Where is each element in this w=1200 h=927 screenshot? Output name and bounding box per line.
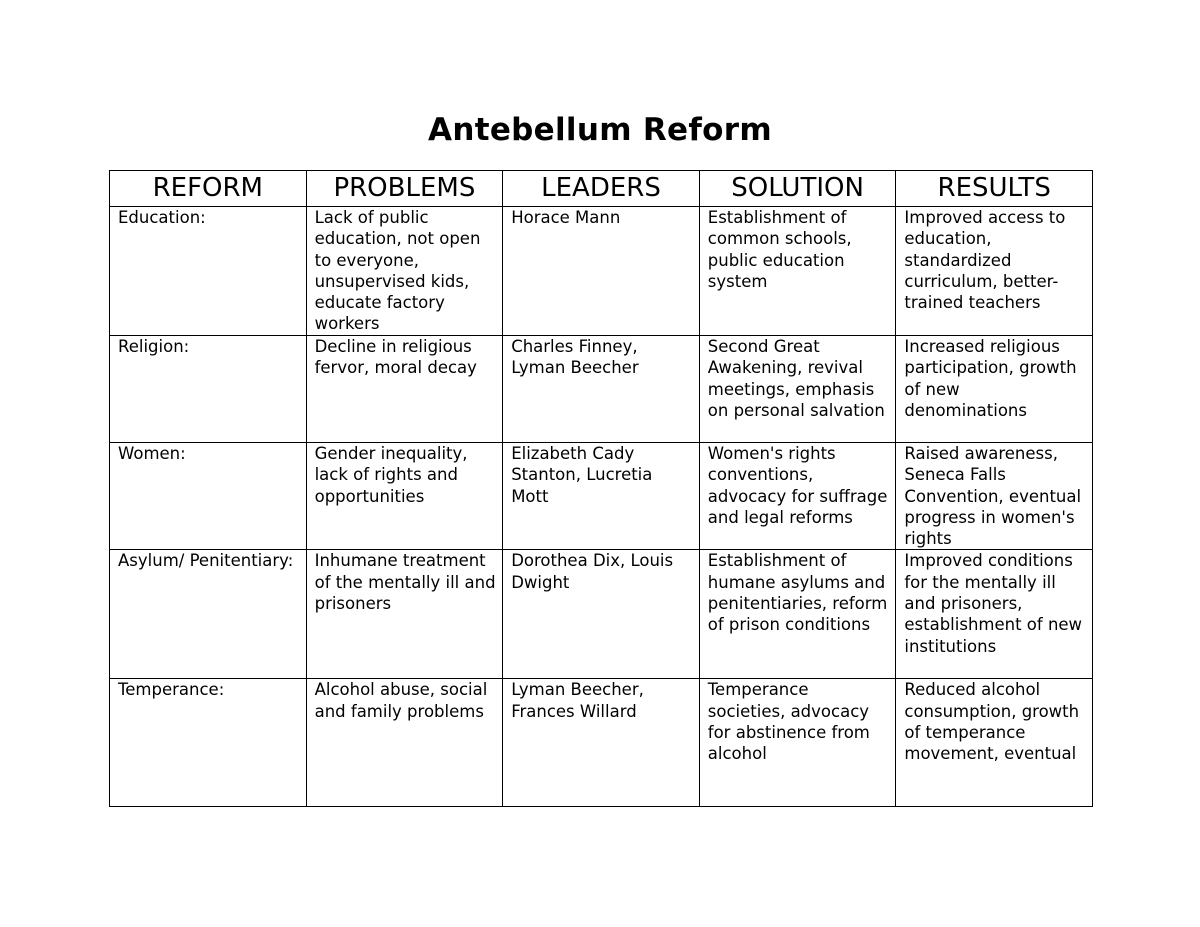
problems-cell: Alcohol abuse, social and family problems (306, 679, 503, 807)
leaders-cell: Horace Mann (503, 207, 700, 336)
solution-cell: Second Great Awakening, revival meetings, emphasis on personal salvation (699, 336, 896, 443)
leaders-cell: Elizabeth Cady Stanton, Lucretia Mott (503, 443, 700, 550)
solution-cell: Establishment of common schools, public education system (699, 207, 896, 336)
results-cell: Raised awareness, Seneca Falls Convention, eventual progress in women's rights (896, 443, 1093, 550)
results-cell: Improved conditions for the mentally ill and prisoners, establishment of new institutions (896, 550, 1093, 679)
leaders-cell: Dorothea Dix, Louis Dwight (503, 550, 700, 679)
reform-cell: Women: (110, 443, 307, 550)
header-results: RESULTS (896, 171, 1093, 207)
problems-cell: Decline in religious fervor, moral decay (306, 336, 503, 443)
header-solution: SOLUTION (699, 171, 896, 207)
problems-cell: Gender inequality, lack of rights and opportunities (306, 443, 503, 550)
reform-cell: Religion: (110, 336, 307, 443)
header-reform: REFORM (110, 171, 307, 207)
table-row (110, 207, 1093, 336)
solution-cell: Temperance societies, advocacy for abstinence from alcohol (699, 679, 896, 807)
table-row (110, 443, 1093, 550)
header-row (110, 171, 1093, 207)
table-row (110, 336, 1093, 443)
table-row (110, 679, 1093, 807)
header-problems: PROBLEMS (306, 171, 503, 207)
solution-cell: Establishment of humane asylums and penitentiaries, reform of prison conditions (699, 550, 896, 679)
header-leaders: LEADERS (503, 171, 700, 207)
results-cell: Reduced alcohol consumption, growth of temperance movement, eventual (896, 679, 1093, 807)
reform-cell: Temperance: (110, 679, 307, 807)
leaders-cell: Charles Finney, Lyman Beecher (503, 336, 700, 443)
solution-cell: Women's rights conventions, advocacy for suffrage and legal reforms (699, 443, 896, 550)
problems-cell: Inhumane treatment of the mentally ill and prisoners (306, 550, 503, 679)
results-cell: Increased religious participation, growth of new denominations (896, 336, 1093, 443)
results-cell: Improved access to education, standardized curriculum, better-trained teachers (896, 207, 1093, 336)
table-row (110, 550, 1093, 679)
reform-cell: Education: (110, 207, 307, 336)
reform-table (109, 170, 1093, 807)
problems-cell: Lack of public education, not open to everyone, unsupervised kids, educate factory workers (306, 207, 503, 336)
reform-cell: Asylum/ Penitentiary: (110, 550, 307, 679)
leaders-cell: Lyman Beecher, Frances Willard (503, 679, 700, 807)
page-title: Antebellum Reform (428, 112, 772, 148)
